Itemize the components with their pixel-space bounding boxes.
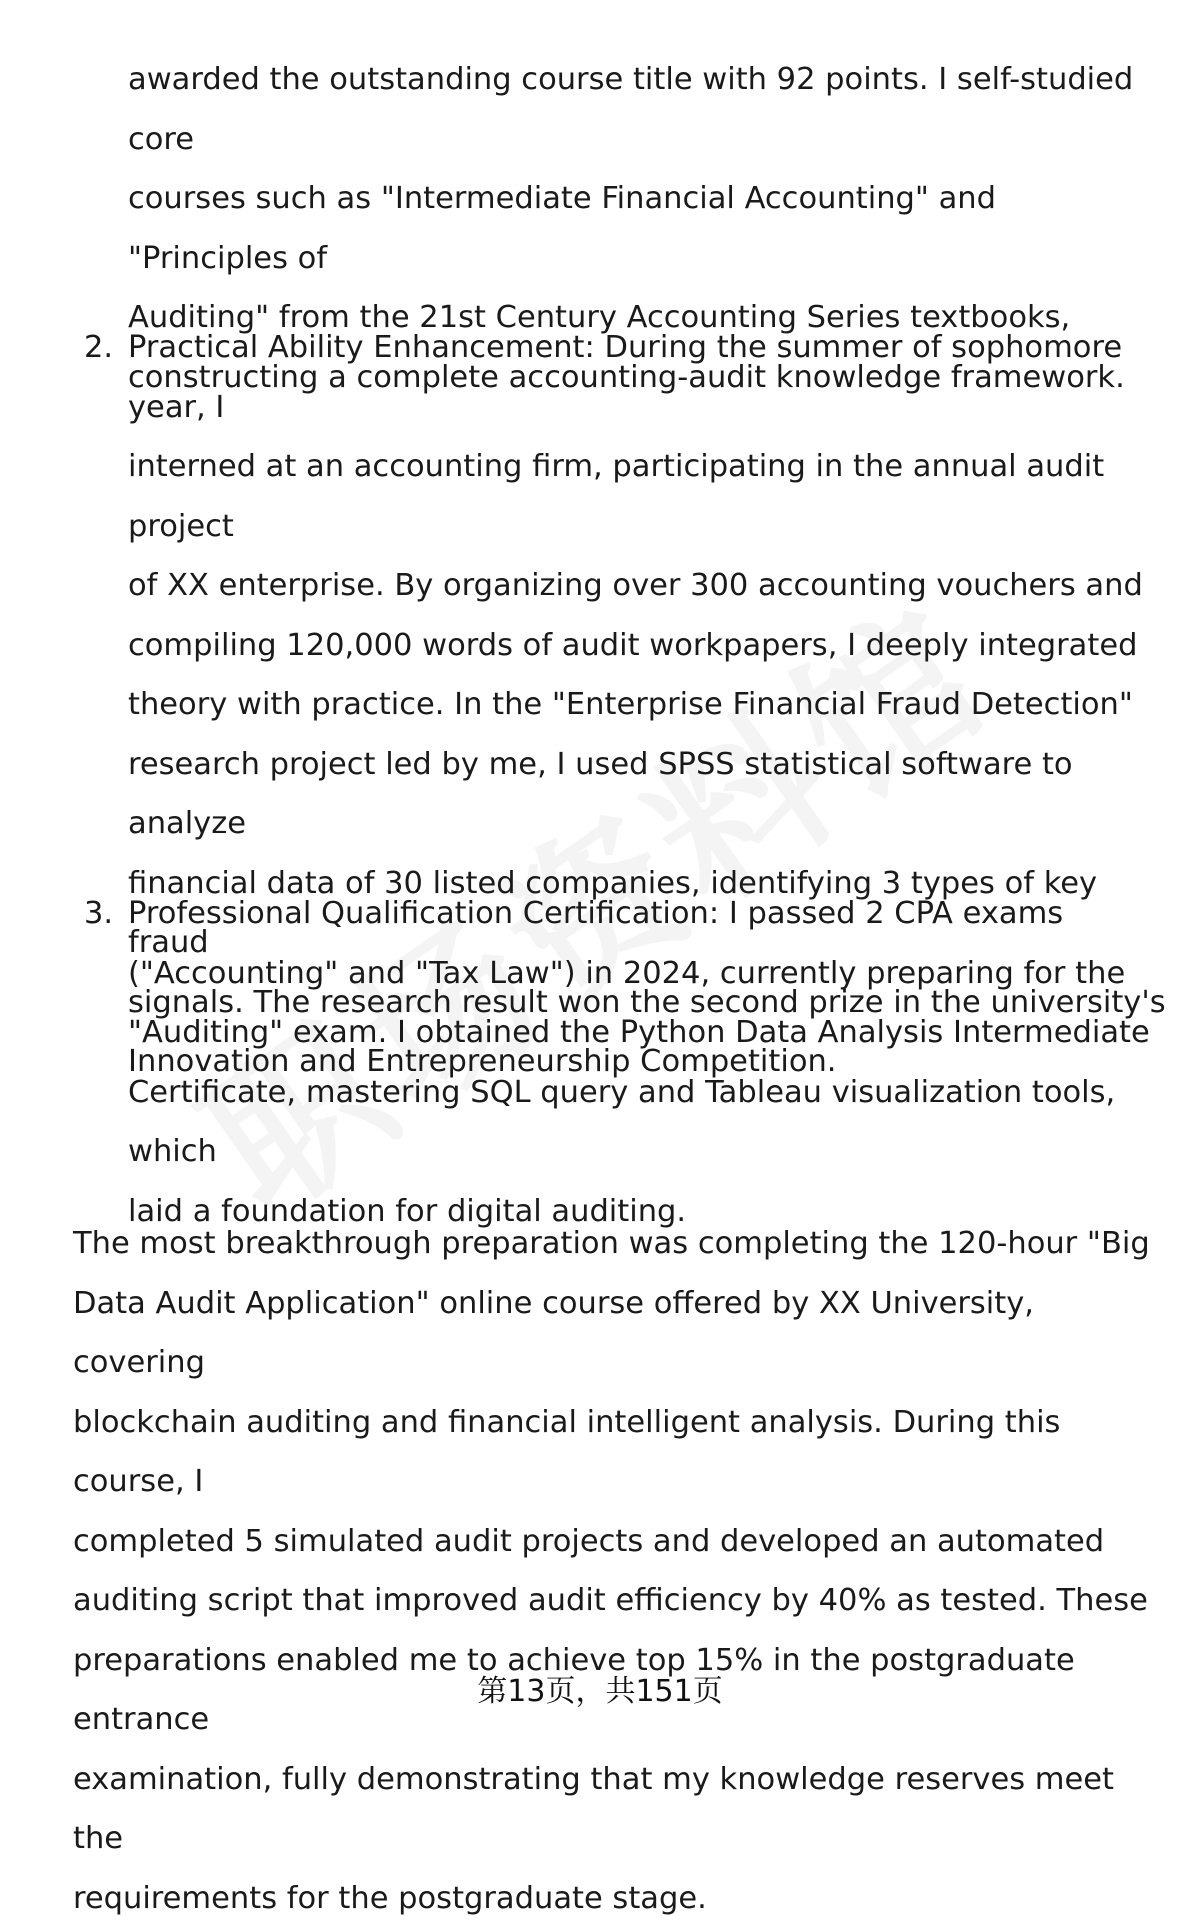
list-item-number: 2. [84,330,114,365]
list-item-text: awarded the outstanding course title with 92 points. I self-studied core courses such as "Intermediate Financial Accounting" and "Principles of Auditing" from the 21st Century Accounting Series textbooks, constructing a complete accounting-audit knowledge framework. [128,62,1134,395]
list-item-text: Professional Qualification Certification: I passed 2 CPA exams ("Accounting" and "Tax Law") in 2024, currently preparing for the "Auditing" exam. I obtained the Python Data Analysis Intermediate Certificate, mastering SQL query and Tableau visualization tools, which laid a foundation for digital auditing. [128,896,1150,1229]
page-number-footer: 第13页，共151页 [477,1674,723,1709]
list-item-number: 3. [84,896,114,931]
list-item-text: Practical Ability Enhancement: During the summer of sophomore year, I interned at an accounting firm, participating in the annual audit project of XX enterprise. By organizing over 300 accounting vouchers and compiling 120,000 words of audit workpapers, I deeply integrated theory with practice. In the "Enterprise Financial Fraud Detection" research project led by me, I used SPSS statistical software to analyze financial data of 30 listed companies, identifying 3 types of key fraud signals. The research result won the second prize in the university's Innovation and Entrepreneurship Competition. [128,330,1166,1079]
closing-paragraph: The most breakthrough preparation was completing the 120-hour "Big Data Audit Application" online course offered by XX University, covering blockchain auditing and financial intelligent analysis. During this course, I completed 5 simulated audit projects and developed an automated auditing script that improved audit efficiency by 40% as tested. These preparations enabled me to achieve top 15% in the postgraduate entrance examination, fully demonstrating that my knowledge reserves meet the requirements for the postgraduate stage. [73,1226,1150,1916]
